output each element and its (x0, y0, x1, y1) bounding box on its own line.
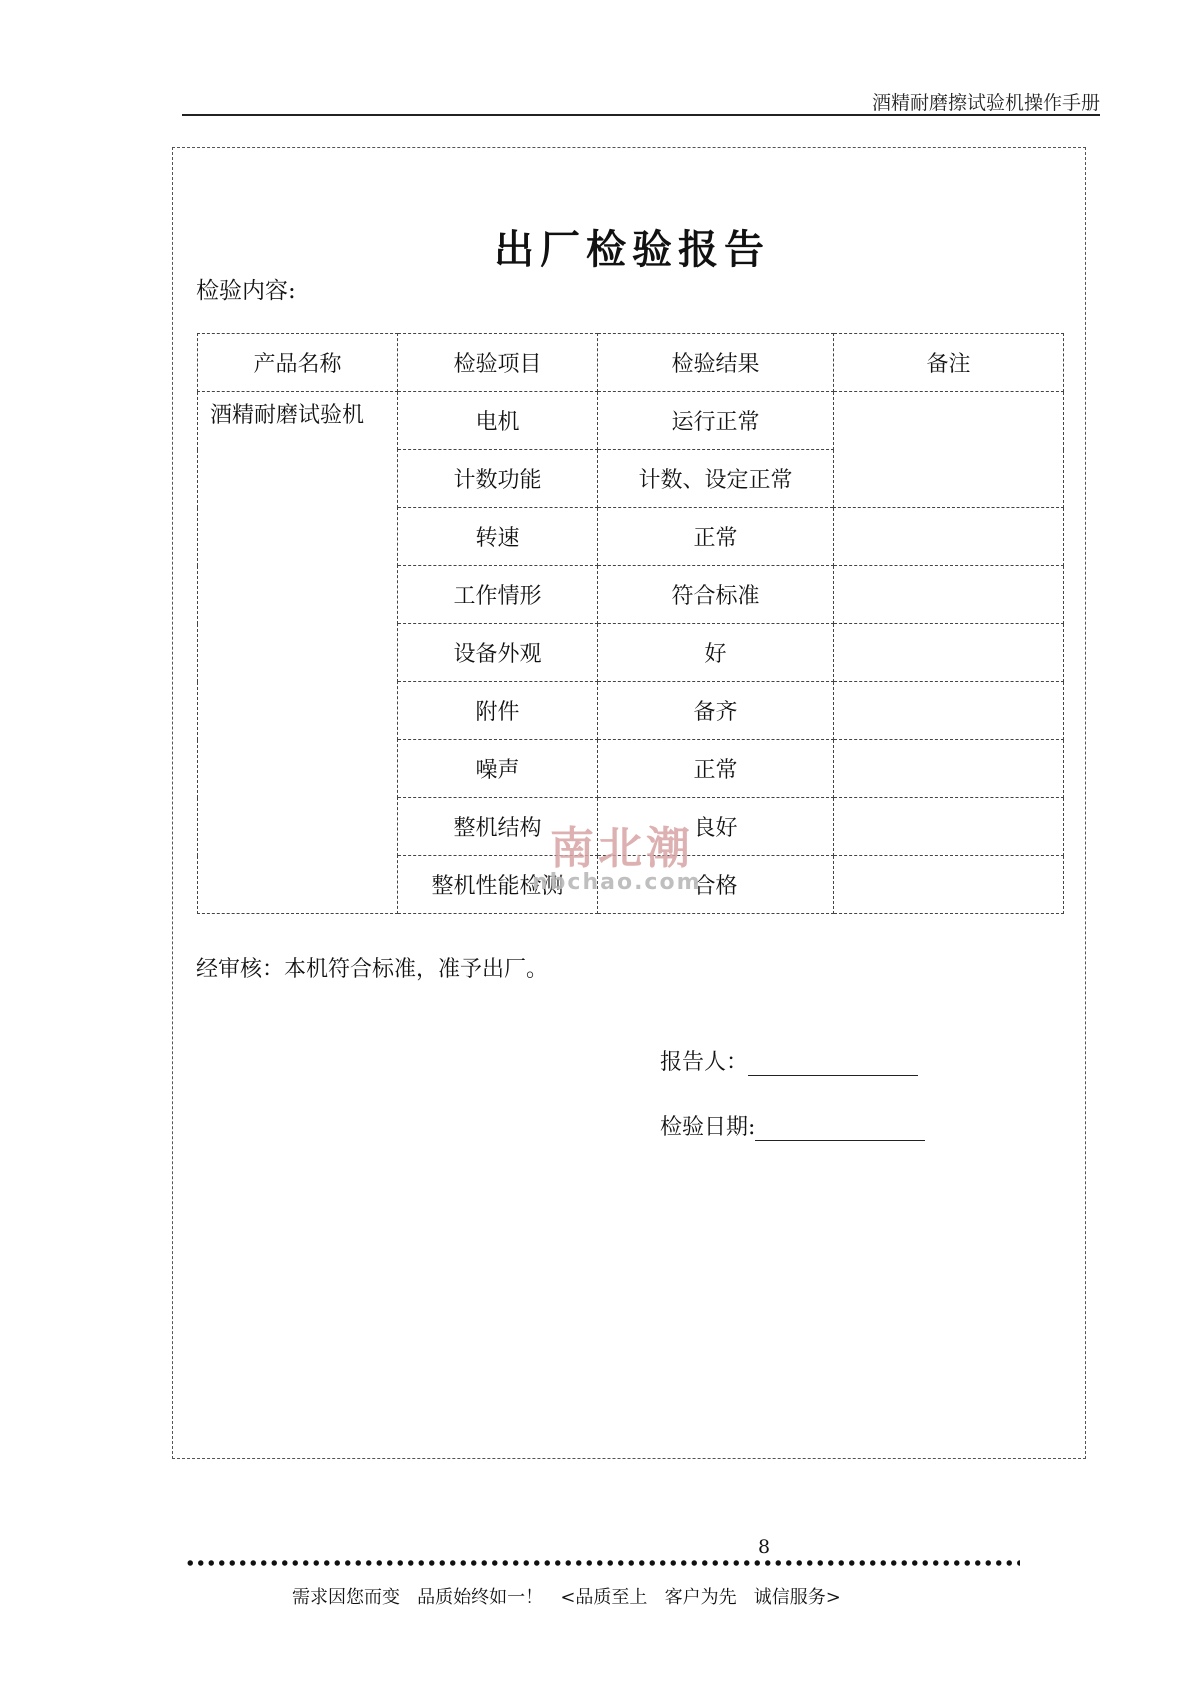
product-name-cell: 酒精耐磨试验机 (198, 392, 398, 914)
result-cell: 良好 (598, 798, 834, 856)
item-cell: 附件 (398, 682, 598, 740)
result-cell: 正常 (598, 740, 834, 798)
item-cell: 电机 (398, 392, 598, 450)
remark-cell (834, 682, 1064, 740)
header-product-name: 产品名称 (198, 334, 398, 392)
header-divider (182, 114, 1100, 116)
remark-cell (834, 856, 1064, 914)
manual-title: 酒精耐磨擦试验机操作手册 (871, 92, 1100, 114)
footer-dotted-divider (185, 1558, 1020, 1568)
result-cell: 备齐 (598, 682, 834, 740)
inspection-content-label: 检验内容: (196, 278, 296, 304)
remark-cell (834, 508, 1064, 566)
item-cell: 整机结构 (398, 798, 598, 856)
result-cell: 符合标准 (598, 566, 834, 624)
remark-cell (834, 392, 1064, 508)
inspection-date-label: 检验日期: (660, 1115, 756, 1140)
reporter-signature (660, 1045, 918, 1076)
item-cell: 工作情形 (398, 566, 598, 624)
result-cell: 计数、设定正常 (598, 450, 834, 508)
item-cell: 噪声 (398, 740, 598, 798)
table-row (198, 392, 1064, 450)
approval-statement: 经审核：本机符合标准，准予出厂。 (196, 957, 549, 982)
watermark-chinese: 南北潮 (550, 823, 694, 874)
remark-cell (834, 798, 1064, 856)
item-cell: 设备外观 (398, 624, 598, 682)
header-remarks: 备注 (834, 334, 1064, 392)
inspection-date-line (755, 1116, 925, 1141)
remark-cell (834, 740, 1064, 798)
item-cell: 计数功能 (398, 450, 598, 508)
remark-cell (834, 624, 1064, 682)
result-cell: 正常 (598, 508, 834, 566)
inspection-date (660, 1110, 925, 1141)
item-cell: 转速 (398, 508, 598, 566)
header-inspection-item: 检验项目 (398, 334, 598, 392)
result-cell: 好 (598, 624, 834, 682)
result-cell: 运行正常 (598, 392, 834, 450)
table-header-row (198, 334, 1064, 392)
report-title: 出厂检验报告 (494, 227, 770, 273)
inspection-table (197, 333, 1064, 914)
item-cell: 整机性能检测 (398, 856, 598, 914)
watermark-latin: nbchao.com (532, 870, 702, 895)
result-cell: 合格 (598, 856, 834, 914)
page-number: 8 (758, 1536, 771, 1558)
footer-slogan: 需求因您而变 品质始终如一！ <品质至上 客户为先 诚信服务> (292, 1587, 841, 1608)
reporter-label: 报告人： (660, 1050, 749, 1075)
remark-cell (834, 566, 1064, 624)
header-inspection-result: 检验结果 (598, 334, 834, 392)
reporter-signature-line (748, 1051, 918, 1076)
